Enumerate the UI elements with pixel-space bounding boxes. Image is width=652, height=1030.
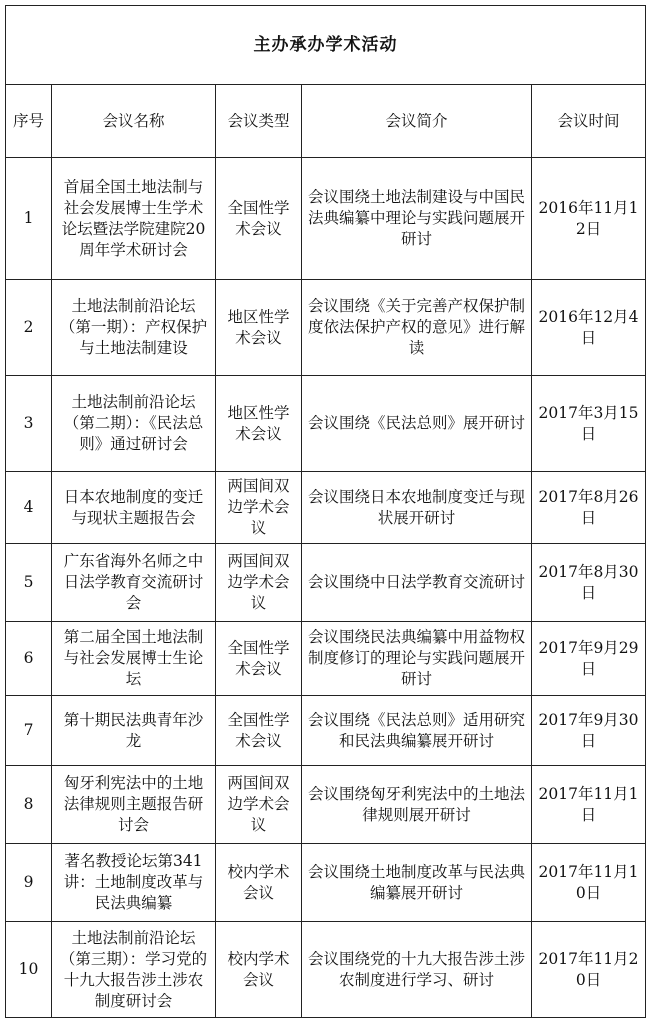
meeting-name: 土地法制前沿论坛（第二期）：《民法总则》通过研讨会 — [52, 376, 216, 472]
meeting-name: 匈牙利宪法中的土地法律规则主题报告研讨会 — [52, 766, 216, 844]
meeting-intro: 会议围绕党的十九大报告涉土涉农制度进行学习、研讨 — [302, 922, 532, 1018]
table-row — [6, 696, 646, 766]
meeting-date: 2017年11月10日 — [532, 844, 646, 922]
meeting-name: 土地法制前沿论坛（第一期）：产权保护与土地法制建设 — [52, 280, 216, 376]
meeting-name: 第二届全国土地法制与社会发展博士生论坛 — [52, 622, 216, 696]
meeting-date: 2017年8月26日 — [532, 472, 646, 544]
header-no: 序号 — [6, 85, 52, 158]
header-date: 会议时间 — [532, 85, 646, 158]
meeting-date: 2017年3月15日 — [532, 376, 646, 472]
meeting-type: 校内学术会议 — [216, 844, 302, 922]
meeting-date: 2016年11月12日 — [532, 158, 646, 280]
meeting-name: 广东省海外名师之中日法学教育交流研讨会 — [52, 544, 216, 622]
header-intro: 会议简介 — [302, 85, 532, 158]
row-number: 1 — [6, 158, 52, 280]
meeting-date: 2017年9月29日 — [532, 622, 646, 696]
table-row — [6, 766, 646, 844]
meeting-intro: 会议围绕匈牙利宪法中的土地法律规则展开研讨 — [302, 766, 532, 844]
meeting-type: 全国性学术会议 — [216, 696, 302, 766]
table-row — [6, 844, 646, 922]
meeting-date: 2017年11月1日 — [532, 766, 646, 844]
meeting-type: 地区性学术会议 — [216, 376, 302, 472]
meeting-name: 土地法制前沿论坛（第三期）：学习党的十九大报告涉土涉农制度研讨会 — [52, 922, 216, 1018]
header-name: 会议名称 — [52, 85, 216, 158]
row-number: 8 — [6, 766, 52, 844]
table-row — [6, 376, 646, 472]
table-row — [6, 544, 646, 622]
header-row — [6, 85, 646, 158]
table-row — [6, 922, 646, 1018]
meeting-type: 地区性学术会议 — [216, 280, 302, 376]
table-title: 主办承办学术活动 — [6, 6, 646, 85]
row-number: 7 — [6, 696, 52, 766]
meeting-intro: 会议围绕《关于完善产权保护制度依法保护产权的意见》进行解读 — [302, 280, 532, 376]
table-row — [6, 622, 646, 696]
meeting-intro: 会议围绕土地法制建设与中国民法典编纂中理论与实践问题展开研讨 — [302, 158, 532, 280]
meeting-date: 2017年8月30日 — [532, 544, 646, 622]
table-row — [6, 472, 646, 544]
table-row — [6, 280, 646, 376]
row-number: 10 — [6, 922, 52, 1018]
row-number: 9 — [6, 844, 52, 922]
table-row — [6, 158, 646, 280]
meeting-intro: 会议围绕日本农地制度变迁与现状展开研讨 — [302, 472, 532, 544]
meeting-name: 首届全国土地法制与社会发展博士生学术论坛暨法学院建院20周年学术研讨会 — [52, 158, 216, 280]
meeting-intro: 会议围绕中日法学教育交流研讨 — [302, 544, 532, 622]
meeting-type: 校内学术会议 — [216, 922, 302, 1018]
meeting-date: 2016年12月4日 — [532, 280, 646, 376]
row-number: 3 — [6, 376, 52, 472]
meeting-date: 2017年9月30日 — [532, 696, 646, 766]
meeting-type: 两国间双边学术会议 — [216, 472, 302, 544]
row-number: 4 — [6, 472, 52, 544]
meeting-intro: 会议围绕《民法总则》适用研究和民法典编纂展开研讨 — [302, 696, 532, 766]
meeting-name: 第十期民法典青年沙龙 — [52, 696, 216, 766]
header-type: 会议类型 — [216, 85, 302, 158]
meeting-name: 日本农地制度的变迁与现状主题报告会 — [52, 472, 216, 544]
meeting-intro: 会议围绕土地制度改革与民法典编纂展开研讨 — [302, 844, 532, 922]
meeting-type: 两国间双边学术会议 — [216, 544, 302, 622]
activities-table — [5, 5, 646, 1018]
meeting-type: 全国性学术会议 — [216, 622, 302, 696]
meeting-date: 2017年11月20日 — [532, 922, 646, 1018]
row-number: 6 — [6, 622, 52, 696]
meeting-name: 著名教授论坛第341讲：土地制度改革与民法典编纂 — [52, 844, 216, 922]
meeting-type: 两国间双边学术会议 — [216, 766, 302, 844]
row-number: 2 — [6, 280, 52, 376]
row-number: 5 — [6, 544, 52, 622]
meeting-type: 全国性学术会议 — [216, 158, 302, 280]
meeting-intro: 会议围绕民法典编纂中用益物权制度修订的理论与实践问题展开研讨 — [302, 622, 532, 696]
meeting-intro: 会议围绕《民法总则》展开研讨 — [302, 376, 532, 472]
